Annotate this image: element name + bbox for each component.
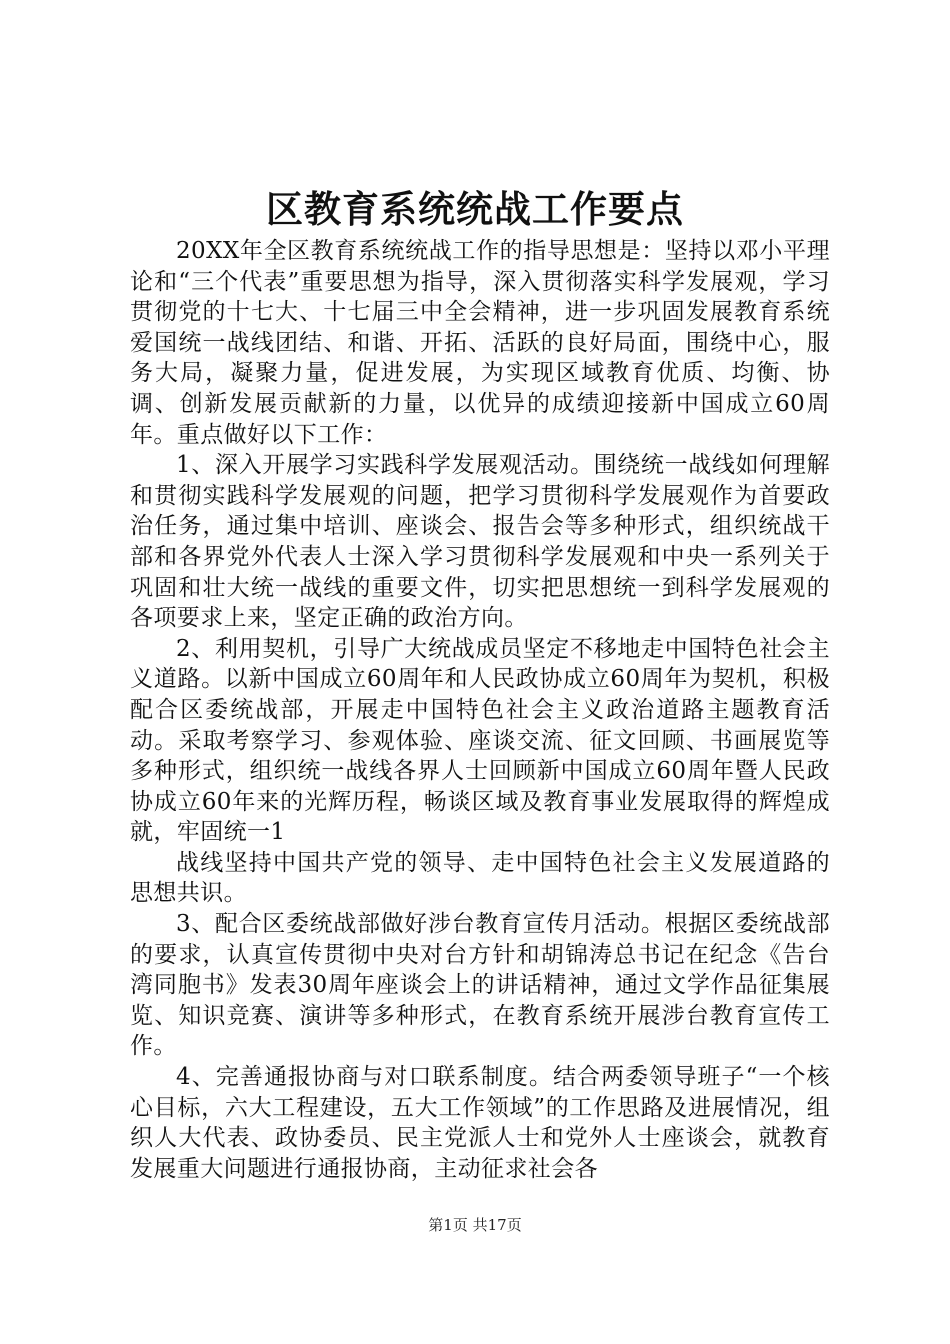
item-4-paragraph: 4、完善通报协商与对口联系制度。结合两委领导班子“一个核心目标，六大工程建设，五大工作领域”的工作思路及进展情况，组织人大代表、政协委员、民主党派人士和党外人士座谈会，就教育发展重大问题进行通报协商，主动征求社会各 xyxy=(130,1064,830,1182)
page-number-footer: 第1页 共17页 xyxy=(428,1216,522,1234)
document-body xyxy=(130,236,830,1184)
intro-paragraph: 20XX年全区教育系统统战工作的指导思想是：坚持以邓小平理论和“三个代表”重要思想为指导，深入贯彻落实科学发展观，学习贯彻党的十七大、十七届三中全会精神，进一步巩固发展教育系统爱国统一战线团结、和谐、开拓、活跃的良好局面，围绕中心，服务大局，凝聚力量，促进发展，为实现区域教育优质、均衡、协调、创新发展贡献新的力量，以优异的成绩迎接新中国成立60周年。重点做好以下工作： xyxy=(130,238,830,448)
item-1-paragraph: 1、深入开展学习实践科学发展观活动。围绕统一战线如何理解和贯彻实践科学发展观的问题，把学习贯彻科学发展观作为首要政治任务，通过集中培训、座谈会、报告会等多种形式，组织统战干部和各界党外代表人士深入学习贯彻科学发展观和中央一系列关于巩固和壮大统一战线的重要文件，切实把思想统一到科学发展观的各项要求上来，坚定正确的政治方向。 xyxy=(130,452,830,632)
document-title: 区教育系统统战工作要点 xyxy=(266,187,684,231)
item-2-paragraph: 2、利用契机，引导广大统战成员坚定不移地走中国特色社会主义道路。以新中国成立60周年和人民政协成立60周年为契机，积极配合区委统战部，开展走中国特色社会主义政治道路主题教育活动。采取考察学习、参观体验、座谈交流、征文回顾、书画展览等多种形式，组织统一战线各界人士回顾新中国成立60周年暨人民政协成立60年来的光辉历程，畅谈区域及教育事业发展取得的辉煌成就，牢固统一1 xyxy=(130,635,830,846)
item-3-paragraph: 3、配合区委统战部做好涉台教育宣传月活动。根据区委统战部的要求，认真宣传贯彻中央对台方针和胡锦涛总书记在纪念《告台湾同胞书》发表30周年座谈会上的讲话精神，通过文学作品征集展览、知识竞赛、演讲等多种形式，在教育系统开展涉台教育宣传工作。 xyxy=(130,911,830,1060)
item-2-continuation-paragraph: 战线坚持中国共产党的领导、走中国特色社会主义发展道路的思想共识。 xyxy=(130,849,830,907)
